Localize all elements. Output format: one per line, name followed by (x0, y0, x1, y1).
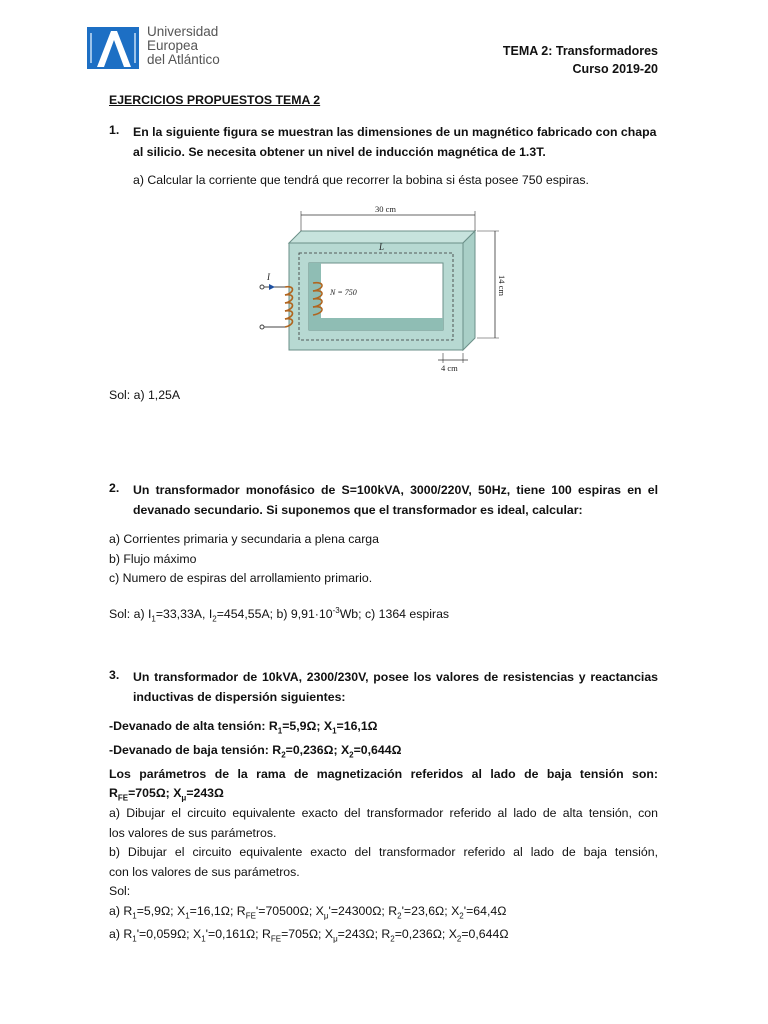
t: =0,236Ω; X (285, 742, 350, 757)
s: 1 (132, 910, 137, 920)
sol-sub: 2 (212, 614, 217, 624)
exercise-2-statement (133, 481, 658, 520)
sol-text: Wb; c) 1364 espiras (339, 607, 450, 622)
s: μ (333, 934, 338, 944)
exercise-2-parts (109, 530, 658, 589)
exercise-3-statement (133, 668, 658, 707)
t: =243Ω (186, 786, 224, 801)
s: 2 (459, 910, 464, 920)
exercise-3-solution-a (109, 902, 658, 926)
s: FE (270, 934, 282, 944)
t: =705Ω; X (128, 786, 182, 801)
t: '=70500Ω; X (255, 903, 324, 918)
exercise-1-statement (133, 123, 658, 162)
current-arrow-icon (269, 284, 275, 290)
low-voltage-winding (109, 741, 658, 765)
t: '=23,6Ω; X (401, 903, 460, 918)
exercise-2-line-1: Un transformador monofásico de S=100kVA, 3000/220V, 50Hz, tiene 100 espiras en el (133, 483, 658, 497)
sol-sup: -3 (332, 606, 340, 615)
width-dimension-label: 30 cm (375, 204, 397, 214)
s: 2 (281, 750, 286, 760)
university-logo-mark (87, 27, 139, 69)
sol-text: =33,33A, I (155, 607, 213, 622)
sol-text: =454,55A; b) 9,91·10 (216, 607, 333, 622)
exercise-3-solution-b (109, 925, 658, 949)
t: a) R (109, 903, 133, 918)
height-dimension-label: 14 cm (497, 275, 507, 297)
exercise-1-part-a: a) Calcular la corriente que tendrá que recorrer la bobina si ésta posee 750 espiras. (133, 173, 589, 187)
exercise-1-line-2: al silicio. Se necesita obtener un nivel de inducción magnética de 1.3T. (133, 144, 546, 159)
sol-text: Sol: a) I (109, 607, 152, 622)
t: a) R (109, 927, 133, 942)
exercise-3-number: 3. (109, 668, 120, 682)
t: '=0,161Ω; R (205, 927, 271, 942)
s: FE (245, 910, 256, 920)
university-line-2: Europea (147, 38, 199, 53)
t: =0,236Ω; X (394, 927, 457, 942)
exercise-2-number: 2. (109, 481, 120, 495)
current-label: I (267, 272, 270, 282)
s: μ (323, 910, 329, 920)
exercise-2-part-a: a) Corrientes primaria y secundaria a plena carga (109, 532, 379, 546)
exercise-1-number: 1. (109, 123, 120, 137)
exercise-3-solution-label: Sol: (109, 884, 131, 898)
magnetization-line-1: Los parámetros de la rama de magnetización referidos al lado de baja tensión son: (109, 766, 658, 781)
t: '=0,059Ω; X (136, 927, 202, 942)
exercise-1-line-1: En la siguiente figura se muestran las dimensiones de un magnético fabricado con chapa (133, 125, 657, 139)
university-name (147, 25, 220, 67)
s: 2 (397, 910, 402, 920)
t: =5,9Ω; X (282, 719, 333, 733)
t: '=64,4Ω (463, 903, 507, 918)
t: R (109, 786, 118, 801)
exercise-3-part-a-line-2: los valores de sus parámetros. (109, 825, 277, 840)
high-voltage-winding (109, 717, 658, 741)
exercise-3-part-b-line-1: b) Dibujar el circuito equivalente exacto del transformador referido al lado de baja tensión, (109, 845, 658, 859)
thickness-dimension-label: 4 cm (441, 363, 458, 373)
t: =0,644Ω (353, 742, 402, 757)
document-header (503, 42, 658, 78)
s: 1 (185, 910, 190, 920)
page-title: EJERCICIOS PROPUESTOS TEMA 2 (109, 93, 321, 107)
exercise-3-line-2: inductivas de dispersión siguientes: (133, 689, 346, 704)
s: 1 (332, 726, 337, 736)
university-line-1: Universidad (147, 24, 219, 39)
s: 1 (201, 934, 206, 944)
magnetic-core-figure (255, 203, 510, 375)
university-line-3: del Atlántico (147, 52, 220, 67)
turns-label: N = 750 (330, 288, 357, 297)
logo-a-icon (87, 27, 139, 69)
header-topic: TEMA 2: Transformadores (502, 44, 658, 58)
exercise-3-part-a-line-1: a) Dibujar el circuito equivalente exacto del transformador referido al lado de alta tensión, con (109, 806, 658, 820)
t: =705Ω; X (281, 927, 334, 942)
t: '=24300Ω; R (328, 903, 398, 918)
t: -Devanado de baja tensión: R (109, 742, 282, 757)
t: =243Ω; R (337, 927, 391, 942)
exercise-2-line-2: devanado secundario. Si suponemos que el transformador es ideal, calcular: (133, 502, 583, 517)
t: =16,1Ω; R (189, 903, 246, 918)
core-diagram (255, 203, 510, 375)
t: -Devanado de alta tensión: R (109, 719, 278, 733)
t: =5,9Ω; X (136, 903, 186, 918)
exercise-3-part-b-line-2: con los valores de sus parámetros. (109, 864, 300, 879)
exercise-3-line-1: Un transformador de 10kVA, 2300/230V, posee los valores de resistencias y reactancias (133, 670, 658, 684)
s: 2 (390, 934, 395, 944)
exercise-3-tasks (109, 804, 658, 949)
s: μ (181, 793, 187, 803)
s: FE (117, 793, 129, 803)
sol-sub: 1 (151, 614, 156, 624)
t: =0,644Ω (461, 927, 509, 942)
mean-path-label: L (379, 242, 385, 252)
exercise-2-part-b: b) Flujo máximo (109, 551, 197, 566)
s: 1 (277, 726, 283, 736)
exercise-3-data (109, 717, 658, 808)
header-course: Curso 2019-20 (572, 62, 658, 76)
exercise-1-solution: Sol: a) 1,25A (109, 388, 181, 402)
exercise-2-solution (109, 606, 449, 624)
s: 2 (456, 934, 462, 944)
exercise-2-part-c: c) Numero de espiras del arrollamiento primario. (109, 571, 373, 585)
s: 1 (132, 934, 137, 944)
s: 2 (349, 750, 354, 760)
t: =16,1Ω (336, 719, 378, 733)
